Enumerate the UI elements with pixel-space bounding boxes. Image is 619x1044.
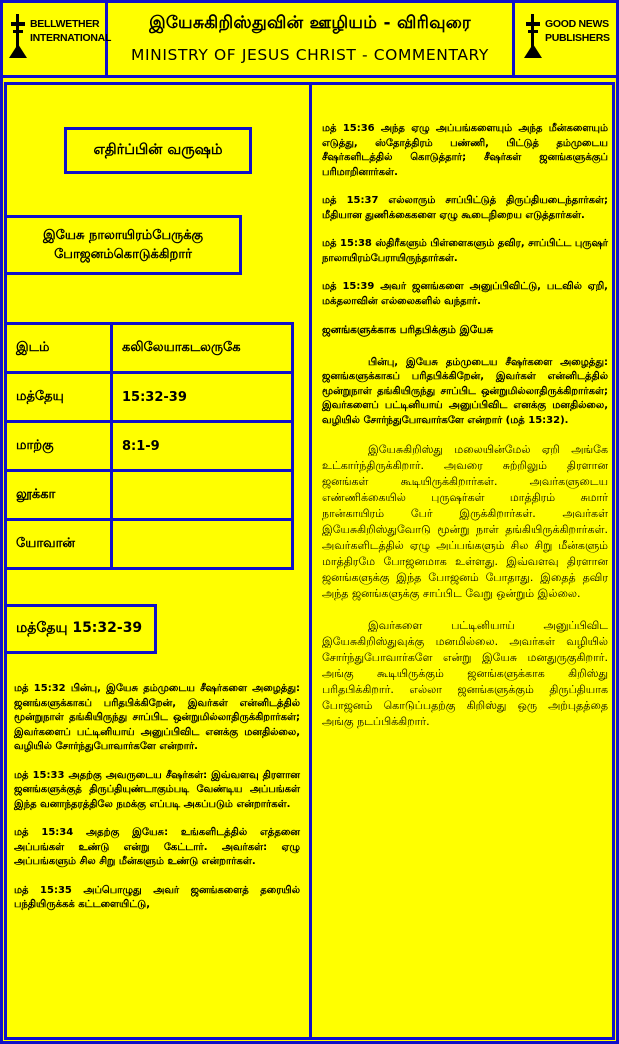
good-news-logo [512,0,619,75]
good-news-logo-icon [524,14,542,58]
ref-label: மாற்கு [6,422,112,471]
logo-line: PUBLISHERS [545,32,610,44]
ref-label: லூக்கா [6,471,112,520]
verse: மத் 15:35 அப்பொழுது அவர் ஜனங்களைத் தரையில் பந்தியிருக்கக் கட்டளையிட்டு, [14,884,300,910]
header [0,0,619,78]
ref-label: யோவான் [6,520,112,569]
verse: மத் 15:36 அந்த ஏழு அப்பங்களையும் அந்த மீன்களையும் எடுத்து, ஸ்தோத்திரம் பண்ணி, பிட்டுத் தம்முடைய சீஷர்களிடத்தில் கொடுத்தார்; சீஷர்கள் ஜனங்களுக்குப் பரிமாறினார்கள். [322,123,608,178]
ref-label: இடம் [6,324,112,373]
table-row [6,422,293,471]
ref-value [112,520,293,569]
commentary-paragraph: இயேசுகிறிஸ்து மலையின்மேல் ஏறி அங்கே உட்கார்ந்திருக்கிறார். அவரை சுற்றிலும் திரளான ஜனங்கள் கூடியிருக்கிறார்கள். அவர்களுடைய எண்ணிக்கையில் புருஷர்கள் மாத்திரம் சுமார் நான்காயிரம் பேர் இருக்கிறார்கள். அவர்கள் இயேசுகிறிஸ்துவோடு மூன்று நாள் தங்கியிருக்கிறார்கள். அவர்களிடத்தில் ஏழு அப்பங்களும் சில சிறு மீன்களும் மாத்திரமே போஜனமாக உள்ளது. இவ்வளவு திரளான ஜனங்களுக்கு இந்த போஜனம் போதாது. இதைத் தவிர அந்த ஜனங்களுக்கு சாப்பிட வேறு ஒன்றும் இல்லை. [322,443,608,600]
verse: மத் 15:33 அதற்கு அவருடைய சீஷர்கள்: இவ்வளவு திரளான ஜனங்களுக்குத் திருப்தியுண்டாகும்படி வேண்டிய அப்பங்கள் இந்த வனாந்தரத்திலே நமக்கு எப்படி அகப்படும் என்றார்கள். [14,769,300,810]
reference-table [4,322,294,570]
table-row [6,471,293,520]
commentary-quote: பின்பு, இயேசு தம்முடைய சீஷர்களை அழைத்து: ஜனங்களுக்காகப் பரிதபிக்கிறேன், இவர்கள் என்னிடத்தில் மூன்றுநாள் தங்கியிருந்து சாப்பிட ஒன்றுமில்லாதிருக்கிறார்கள்; இவர்களைப் பட்டினியாய் அனுப்பிவிட எனக்கு மனதில்லை, வழியில் சோர்ந்துபோவார்களே என்றார் (மத் 15:32). [322,356,608,426]
column-divider [309,82,312,1040]
header-title-area [108,0,512,75]
table-row [6,373,293,422]
commentary-paragraph: இவர்களை பட்டினியாய் அனுப்பிவிட இயேசுகிறிஸ்துவுக்கு மனமில்லை. அவர்கள் வழியில் சோர்ந்துபோவார்களே என்று இயேசு மனதுருகுகிறார். அங்கு கூடியிருக்கும் ஜனங்களுக்காக கிறிஸ்து பரிதபிக்கிறார். எல்லா ஜனங்களுக்கும் திருப்தியாக போஜனம் கொடுப்பதற்கு கிறிஸ்து ஒரு அற்புதத்தை அங்கு நடப்பிக்கிறார். [322,619,608,728]
verse: மத் 15:34 அதற்கு இயேசு: உங்களிடத்தில் எத்தனை அப்பங்கள் உண்டு என்று கேட்டார். அவர்கள்: ஏழு அப்பங்களும் சில சிறு மீன்களும் உண்டு என்றார்கள். [14,827,300,867]
logo-line: INTERNATIONAL [30,32,112,44]
bellwether-logo-icon [9,14,27,58]
verse: மத் 15:38 ஸ்திரீகளும் பிள்ளைகளும் தவிர, சாப்பிட்ட புருஷர் நாலாயிரம்பேராயிருந்தார்கள். [322,238,608,264]
verse: மத் 15:32 பின்பு, இயேசு தம்முடைய சீஷர்களை அழைத்து: ஜனங்களுக்காகப் பரிதபிக்கிறேன், இவர்கள் என்னிடத்தில் மூன்றுநாள் தங்கியிருந்து சாப்பிட ஒன்றுமில்லாதிருக்கிறார்கள்; இவர்களைப் பட்டினியாய் அனுப்பிவிட எனக்கு மனதில்லை, வழியில் சோர்ந்துபோவார்களே என்றார். [14,683,300,752]
right-column [322,122,608,746]
table-row [6,324,293,373]
ref-value: கலிலேயாகடலருகே [112,324,293,373]
event-title: இயேசு நாலாயிரம்பேருக்கு போஜனம்கொடுக்கிறார் [4,215,242,275]
page-subtitle: MINISTRY OF JESUS CHRIST - COMMENTARY [131,46,489,64]
table-row [6,520,293,569]
logo-line: BELLWETHER [30,18,100,30]
bellwether-logo [0,0,112,75]
ref-label: மத்தேயு [6,373,112,422]
verse: மத் 15:37 எல்லாரும் சாப்பிட்டுத் திருப்தியடைந்தார்கள்; மீதியான துணிக்கைகளை ஏழு கூடைநிறைய எடுத்தார்கள். [322,195,608,221]
ref-value: 15:32-39 [112,373,293,422]
bellwether-logo-text [30,17,111,45]
ref-value [112,471,293,520]
ref-value: 8:1-9 [112,422,293,471]
left-column-verses [14,682,300,927]
passage-reference: மத்தேயு 15:32-39 [4,604,157,654]
commentary-heading: ஜனங்களுக்காக பரிதபிக்கும் இயேசு [322,324,494,336]
verse: மத் 15:39 அவர் ஜனங்களை அனுப்பிவிட்டு, படவில் ஏறி, மக்தலாவின் எல்லைகளில் வந்தார். [322,281,608,307]
logo-line: GOOD NEWS [545,18,609,30]
good-news-logo-text [545,17,610,45]
section-title: எதிர்ப்பின் வருஷம் [64,127,252,174]
page-title: இயேசுகிறிஸ்துவின் ஊழியம் - விரிவுரை [149,13,471,33]
